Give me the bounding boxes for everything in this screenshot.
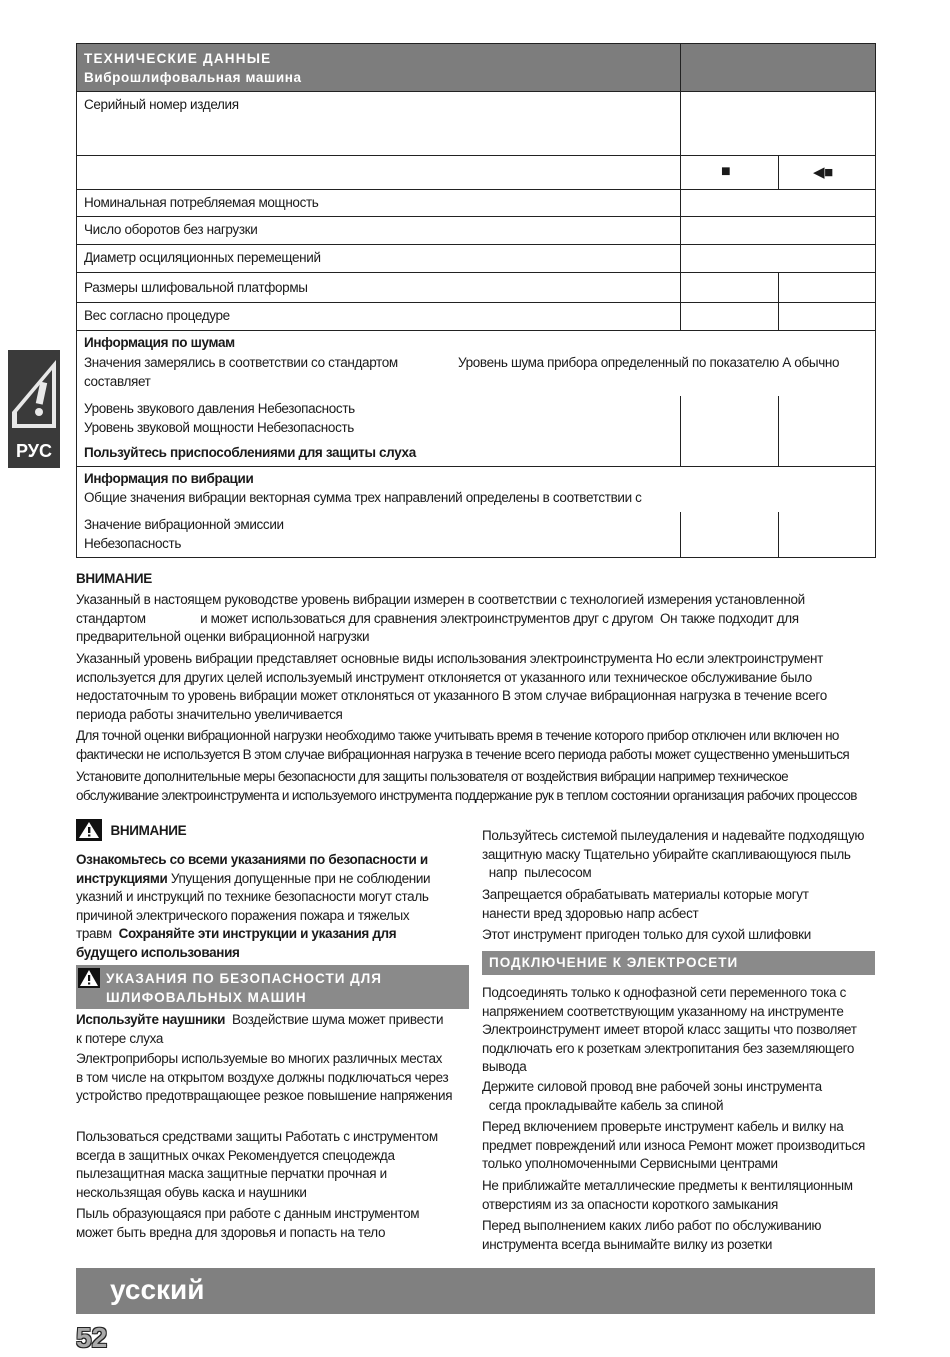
footer-language-title: усский xyxy=(110,1274,205,1305)
text-line: сегда прокладывайте кабель за спиной xyxy=(482,1097,724,1113)
text-line: пылезащитная маска защитные перчатки прочная и xyxy=(76,1166,387,1181)
text-line: Электроприборы используемые во многих различных местах xyxy=(76,1051,443,1066)
noise-line: составляет xyxy=(84,374,151,389)
text-line: Перед выполнением каких либо работ по обслуживанию xyxy=(482,1218,822,1233)
warning-icon xyxy=(78,968,100,993)
text-line: отверстиям из за опасности короткого замыкания xyxy=(482,1196,778,1212)
text-line: подключать его к розеткам электропитания без заземляющего xyxy=(482,1040,855,1056)
warning-icon xyxy=(76,819,102,841)
text-line: защитную маску Тщательно убирайте скапливающуюся пыль xyxy=(482,846,851,862)
hearing-protection-note: Пользуйтесь приспособлениями для защиты слуха xyxy=(84,445,416,460)
attention-paragraph-2 xyxy=(76,650,827,724)
serial-label: Серийный номер изделия xyxy=(84,97,239,112)
text-line: к потере слуха xyxy=(76,1030,164,1046)
attention-paragraph-3 xyxy=(76,727,849,764)
pad-size-label: Размеры шлифовальной платформы xyxy=(84,280,308,295)
text-line: нескользящая обувь каска и наушники xyxy=(76,1184,307,1200)
text-line: фактически не используется В этом случае вибрационная нагрузка в течение всего периода работы может существенно уменьшиться xyxy=(76,746,850,762)
text-line: недостаточным то уровень вибрации может отклоняться от указанного В этом случае вибрационная нагрузка в течение всего xyxy=(76,688,827,703)
text-line: причиной электрического поражения пожара и тяжелых xyxy=(76,907,410,923)
weight-label: Вес согласно процедуре xyxy=(84,308,230,323)
text-line: устройство предотвращающее резкое повышение напряжения xyxy=(76,1088,453,1103)
table-row xyxy=(77,272,875,302)
table-row xyxy=(77,302,875,330)
table-row xyxy=(77,189,875,216)
tech-data-table xyxy=(76,43,876,558)
text-line: инструмента всегда вынимайте вилку из розетки xyxy=(482,1236,773,1252)
materials-paragraph xyxy=(482,886,877,923)
text-line: Установите дополнительные меры безопасности для защиты пользователя от воздействия вибрации например техническое xyxy=(76,769,789,784)
dust-paragraph xyxy=(76,1205,471,1242)
text-line: вывода xyxy=(482,1059,527,1074)
text-line: указний и инструкций по технике безопасности могут сталь xyxy=(76,889,429,904)
text-line: будущего использования xyxy=(76,944,240,960)
sound-pressure-label: Уровень звукового давления Небезопасность xyxy=(84,401,355,416)
metal-objects-paragraph xyxy=(482,1177,877,1214)
vibration-uncertainty-label: Небезопасность xyxy=(84,536,182,551)
vibration-title: Информация по вибрации xyxy=(84,471,254,486)
text-line: Для точной оценки вибрационной нагрузки необходимо также учитывать время в течение которого прибор отключен или включен но xyxy=(76,728,839,743)
vibration-line: Общие значения вибрации векторная сумма трех направлений определены в соответствии с xyxy=(84,490,642,505)
connection-paragraph xyxy=(482,984,877,1077)
page-number: 52 xyxy=(76,1322,108,1353)
attention-title: ВНИМАНИЕ xyxy=(76,571,152,586)
text-line: Подсоединять только к однофазной сети переменного тока с xyxy=(482,985,847,1000)
text-line: Пыль образующаяся при работе с данным инструментом xyxy=(76,1206,420,1221)
text-line: напр пылесосом xyxy=(482,865,592,880)
text-line: только уполномоченными Сервисными центрами xyxy=(482,1156,778,1171)
text-line: Запрещается обрабатывать материалы которые могут xyxy=(482,887,809,902)
attention-paragraph-4 xyxy=(76,768,857,805)
text-line: Этот инструмент пригоден только для сухой шлифовки xyxy=(482,927,811,942)
vibration-section xyxy=(77,466,875,557)
power-connection-section-bar xyxy=(482,951,875,975)
section-title: УКАЗАНИЯ ПО БЕЗОПАСНОСТИ ДЛЯ xyxy=(106,971,382,986)
warning-title: ВНИМАНИЕ xyxy=(110,822,187,838)
vibration-emission-label: Значение вибрационной эмиссии xyxy=(84,517,284,532)
text-line: используется для других целей используемый инструмент отклоняется от указанного или техническое обслуживание было xyxy=(76,669,812,685)
language-tab xyxy=(8,350,60,468)
table-title: ТЕХНИЧЕСКИЕ ДАННЫЕ xyxy=(84,51,272,66)
text-line: Перед включением проверьте инструмент кабель и вилку на xyxy=(482,1119,844,1134)
text-line: предмет повреждений или износа Ремонт может производиться xyxy=(482,1137,865,1153)
language-label: РУС xyxy=(16,441,52,461)
maintenance-paragraph xyxy=(482,1217,877,1254)
text-line: Сохраняйте эти инструкции и указания для xyxy=(118,926,397,941)
text-line: в том числе на открытом воздухе должны подключаться через xyxy=(76,1069,449,1085)
arrow-square-symbol-icon: ◀■ xyxy=(813,164,833,181)
text-line: инструкциями xyxy=(76,870,168,886)
rpm-label: Число оборотов без нагрузки xyxy=(84,222,258,237)
text-line: периода работы значительно увеличивается xyxy=(76,706,343,722)
text-line: напряжением соответствующим указанному на инструменте xyxy=(482,1003,844,1019)
orbit-label: Диаметр осциляционных перемещений xyxy=(84,250,321,265)
sound-power-label: Уровень звуковой мощности Небезопасность xyxy=(84,420,354,435)
text-line: всегда в защитных очках Рекомендуется спецодежда xyxy=(76,1147,395,1163)
table-header xyxy=(77,44,875,91)
text-line: может быть вредна для здоровья и попасть на тело xyxy=(76,1224,386,1240)
noise-line: Уровень шума прибора определенный по показателю А обычно xyxy=(458,355,840,370)
sanding-safety-section-bar xyxy=(76,965,469,1009)
text-line: обслуживание электроинструмента и используемого инструмента поддержание рук в теплом состоянии организация рабочих процессов xyxy=(76,787,857,803)
inspection-paragraph xyxy=(482,1118,877,1174)
table-row xyxy=(77,216,875,244)
text-line: Упущения допущенные при не соблюдении xyxy=(167,870,431,886)
text-line: Ознакомьтесь со всеми указаниями по безопасности и xyxy=(76,852,428,867)
warning-paragraph xyxy=(76,851,471,962)
dust-extraction-paragraph xyxy=(482,827,877,883)
text-line: Пользуйтесь системой пылеудаления и надевайте подходящую xyxy=(482,828,865,843)
text-line: Электроинструмент имеет второй класс защиты что позволяет xyxy=(482,1022,857,1037)
table-row xyxy=(77,244,875,272)
warning-icon xyxy=(8,350,60,436)
text-line: предварительной оценки вибрационной нагрузки xyxy=(76,629,370,644)
text-line: травм xyxy=(76,926,119,941)
text-line: Держите силовой провод вне рабочей зоны инструмента xyxy=(482,1079,822,1094)
square-symbol-icon: ■ xyxy=(721,163,731,180)
text-line: Указанный в настоящем руководстве уровень вибрации измерен в соответствии с технологией измерения установленной xyxy=(76,592,805,607)
cord-paragraph xyxy=(482,1078,877,1115)
power-label: Номинальная потребляемая мощность xyxy=(84,195,319,210)
text-line: Пользоваться средствами защиты Работать с инструментом xyxy=(76,1129,438,1144)
protection-paragraph xyxy=(76,1128,471,1202)
footer-bar xyxy=(76,1268,875,1314)
table-row xyxy=(77,91,875,155)
text-line: Используйте наушники xyxy=(76,1012,226,1027)
text-line: нанести вред здоровью напр асбест xyxy=(482,905,699,921)
warning-heading xyxy=(76,819,186,841)
headphones-paragraph xyxy=(76,1011,471,1048)
section-title: ШЛИФОВАЛЬНЫХ МАШИН xyxy=(106,990,307,1005)
attention-paragraph-1 xyxy=(76,591,805,647)
text-line: стандартом и может использоваться для сравнения электроинструментов друг с другом Он также подходит для xyxy=(76,610,799,626)
text-line: Указанный уровень вибрации представляет основные виды использования электроинструмента Но если электроинструмент xyxy=(76,651,823,666)
noise-section xyxy=(77,330,875,466)
table-subtitle: Виброшлифовальная машина xyxy=(84,70,302,85)
noise-line: Значения замерялись в соответствии со стандартом xyxy=(84,355,398,370)
text-line: Воздействие шума может привести xyxy=(225,1012,444,1027)
table-row xyxy=(77,155,875,189)
text-line: Не приближайте металлические предметы к вентиляционным xyxy=(482,1178,853,1193)
electrical-paragraph xyxy=(76,1050,471,1106)
noise-title: Информация по шумам xyxy=(84,335,235,350)
dry-sanding-paragraph xyxy=(482,926,877,945)
section-title: ПОДКЛЮЧЕНИЕ К ЭЛЕКТРОСЕТИ xyxy=(489,955,739,970)
